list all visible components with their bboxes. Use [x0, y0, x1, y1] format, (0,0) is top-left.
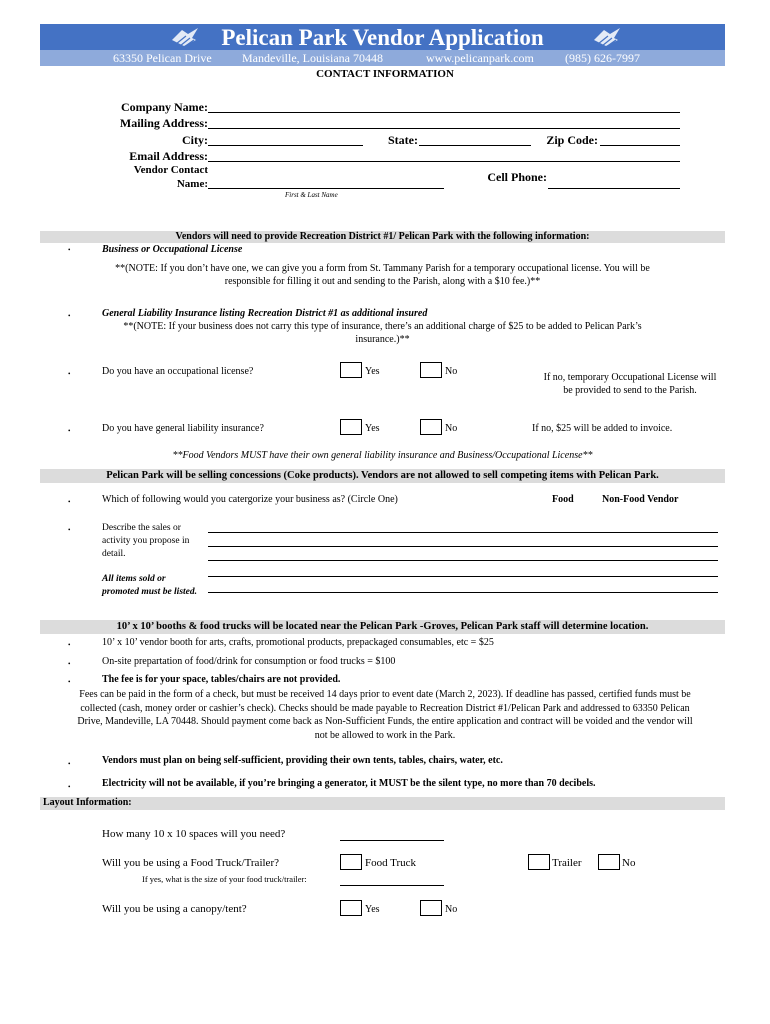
describe-line-1: Describe the sales or — [102, 523, 181, 533]
canopy-no-label: No — [445, 904, 458, 915]
website-link[interactable]: www.pelicanpark.com — [426, 51, 534, 65]
describe-line-2: activity you propose in — [102, 536, 190, 546]
bullet: • — [68, 498, 71, 506]
trailer-label: Trailer — [552, 857, 582, 869]
company-name-label: Company Name: — [121, 100, 208, 114]
bullet: • — [68, 783, 71, 791]
canopy-yes-checkbox[interactable] — [340, 900, 362, 916]
insurance-requirement: General Liability Insurance listing Recreation District #1 as additional insured — [102, 308, 428, 319]
description-line[interactable] — [208, 592, 718, 593]
trailer-checkbox[interactable] — [528, 854, 550, 870]
items-listed-label — [102, 573, 197, 599]
bullet: • — [68, 370, 71, 378]
requirements-heading: Vendors will need to provide Recreation District #1/ Pelican Park with the following information: — [40, 231, 725, 243]
phone-number: (985) 626-7997 — [565, 51, 640, 65]
mailing-address-field[interactable] — [208, 128, 680, 129]
fees-paragraph — [30, 688, 740, 742]
truck-size-field[interactable] — [340, 885, 444, 886]
insurance-yes-checkbox[interactable] — [340, 419, 362, 435]
insurance-question: Do you have general liability insurance? — [102, 423, 264, 434]
canopy-question: Will you be using a canopy/tent? — [102, 903, 247, 915]
license-if-no-line-2: be provided to send to the Parish. — [563, 385, 697, 396]
insurance-note-line-1: **(NOTE: If your business does not carry this type of insurance, there’s an additional charge of $25 to be added to Pelican Park’s — [123, 321, 642, 332]
canopy-no-checkbox[interactable] — [420, 900, 442, 916]
insurance-if-no: If no, $25 will be added to invoice. — [532, 423, 673, 434]
first-last-name-hint: First & Last Name — [285, 191, 338, 199]
fees-line-1: Fees can be paid in the form of a check, but must be received 14 days prior to event date (March 2, 2023). If deadline has passed, certified funds must be — [79, 689, 691, 700]
license-yes-checkbox[interactable] — [340, 362, 362, 378]
fees-line-2: collected (cash, money order or cashier’s check). Checks should be made payable to Recreation District #1/Pelican Park and addressed to 63350 Pelican — [80, 702, 690, 714]
concessions-heading: Pelican Park will be selling concessions (Coke products). Vendors are not allowed to sell competing items with Pelican Park. — [40, 469, 725, 483]
bullet: • — [68, 427, 71, 435]
insurance-no-label: No — [445, 423, 458, 434]
insurance-note-line-2: insurance.)** — [355, 334, 410, 345]
vendor-name-label: Name: — [176, 178, 208, 190]
booths-heading: 10’ x 10’ booths & food trucks will be located near the Pelican Park -Groves, Pelican Park staff will determine location. — [40, 620, 725, 634]
email-address-label: Email Address: — [129, 149, 208, 163]
city-label: City: — [182, 133, 208, 147]
layout-heading: Layout Information: — [40, 797, 725, 810]
cell-phone-field[interactable] — [548, 188, 680, 189]
food-vendor-note: **Food Vendors MUST have their own general liability insurance and Business/Occupational License** — [172, 450, 593, 461]
bullet: • — [68, 246, 71, 254]
describe-label — [102, 522, 189, 561]
bullet: • — [68, 312, 71, 320]
email-address-field[interactable] — [208, 161, 680, 162]
vendor-name-field[interactable] — [208, 188, 444, 189]
truck-no-checkbox[interactable] — [598, 854, 620, 870]
insurance-no-checkbox[interactable] — [420, 419, 442, 435]
describe-line-3: detail. — [102, 549, 126, 559]
food-truck-label: Food Truck — [365, 857, 417, 869]
spaces-field[interactable] — [340, 840, 444, 841]
state-field[interactable] — [419, 145, 531, 146]
truck-size-label: If yes, what is the size of your food truck/trailer: — [142, 874, 307, 884]
electricity-note: Electricity will not be available, if you’re bringing a generator, it MUST be the silent type, no more than 70 decibels. — [102, 778, 596, 789]
bullet: • — [68, 641, 71, 649]
bullet: • — [68, 760, 71, 768]
booth-fee-item: 10’ x 10’ vendor booth for arts, crafts, promotional products, prepackaged consumables, etc = $25 — [102, 637, 494, 648]
license-no-label: No — [445, 366, 458, 377]
description-line[interactable] — [208, 576, 718, 577]
fees-line-3: Drive, Mandeville, LA 70448. Should payment come back as Non-Sufficient Funds, the entire application and contract will be voided and the vendor will — [77, 716, 693, 727]
spaces-question: How many 10 x 10 spaces will you need? — [102, 828, 286, 840]
items-line-1: All items sold or — [102, 574, 166, 584]
truck-no-label: No — [622, 857, 636, 869]
fees-line-4: not be allowed to work in the Park. — [314, 729, 456, 741]
cell-phone-label: Cell Phone: — [487, 170, 547, 184]
bullet: • — [68, 526, 71, 534]
self-sufficient-note: Vendors must plan on being self-sufficient, providing their own tents, tables, chairs, water, etc. — [102, 755, 503, 766]
non-food-vendor-option[interactable]: Non-Food Vendor — [602, 494, 679, 505]
company-name-field[interactable] — [208, 112, 680, 113]
zip-code-field[interactable] — [600, 145, 680, 146]
bullet: • — [68, 660, 71, 668]
food-fee-item: On-site prepartation of food/drink for consumption or food trucks = $100 — [102, 656, 396, 667]
license-requirement: Business or Occupational License — [102, 244, 243, 255]
mailing-address-label: Mailing Address: — [119, 116, 208, 130]
canopy-yes-label: Yes — [365, 904, 380, 915]
fee-space-note: The fee is for your space, tables/chairs are not provided. — [102, 674, 341, 685]
license-if-no-line-1: If no, temporary Occupational License will — [543, 372, 717, 383]
address: 63350 Pelican Drive — [113, 51, 212, 65]
bullet: • — [68, 678, 71, 686]
state-label: State: — [388, 133, 418, 147]
pelican-logo-icon — [592, 26, 622, 48]
food-truck-question: Will you be using a Food Truck/Trailer? — [102, 857, 279, 869]
vendor-contact-label: Vendor Contact — [133, 164, 208, 176]
title-banner — [40, 24, 725, 50]
city-state: Mandeville, Louisiana 70448 — [242, 51, 383, 65]
insurance-yes-label: Yes — [365, 423, 380, 434]
license-no-checkbox[interactable] — [420, 362, 442, 378]
items-line-2: promoted must be listed. — [102, 587, 197, 597]
license-note-line-2: responsible for filling it out and sending to the Parish, along with a $10 fee.)** — [224, 276, 541, 287]
section-heading-contact: CONTACT INFORMATION — [316, 68, 454, 80]
description-line[interactable] — [208, 546, 718, 547]
description-line[interactable] — [208, 532, 718, 533]
description-line[interactable] — [208, 560, 718, 561]
zip-code-label: Zip Code: — [546, 133, 598, 147]
food-truck-checkbox[interactable] — [340, 854, 362, 870]
page-title: Pelican Park Vendor Application — [221, 25, 544, 50]
license-note-line-1: **(NOTE: If you don’t have one, we can give you a form from St. Tammany Parish for a temporary occupational license. You will be — [115, 263, 650, 274]
contact-bar — [40, 50, 725, 66]
food-option[interactable]: Food — [552, 494, 574, 505]
license-yes-label: Yes — [365, 366, 380, 377]
license-question: Do you have an occupational license? — [102, 366, 254, 377]
categorize-question: Which of following would you catergorize your business as? (Circle One) — [102, 494, 398, 505]
